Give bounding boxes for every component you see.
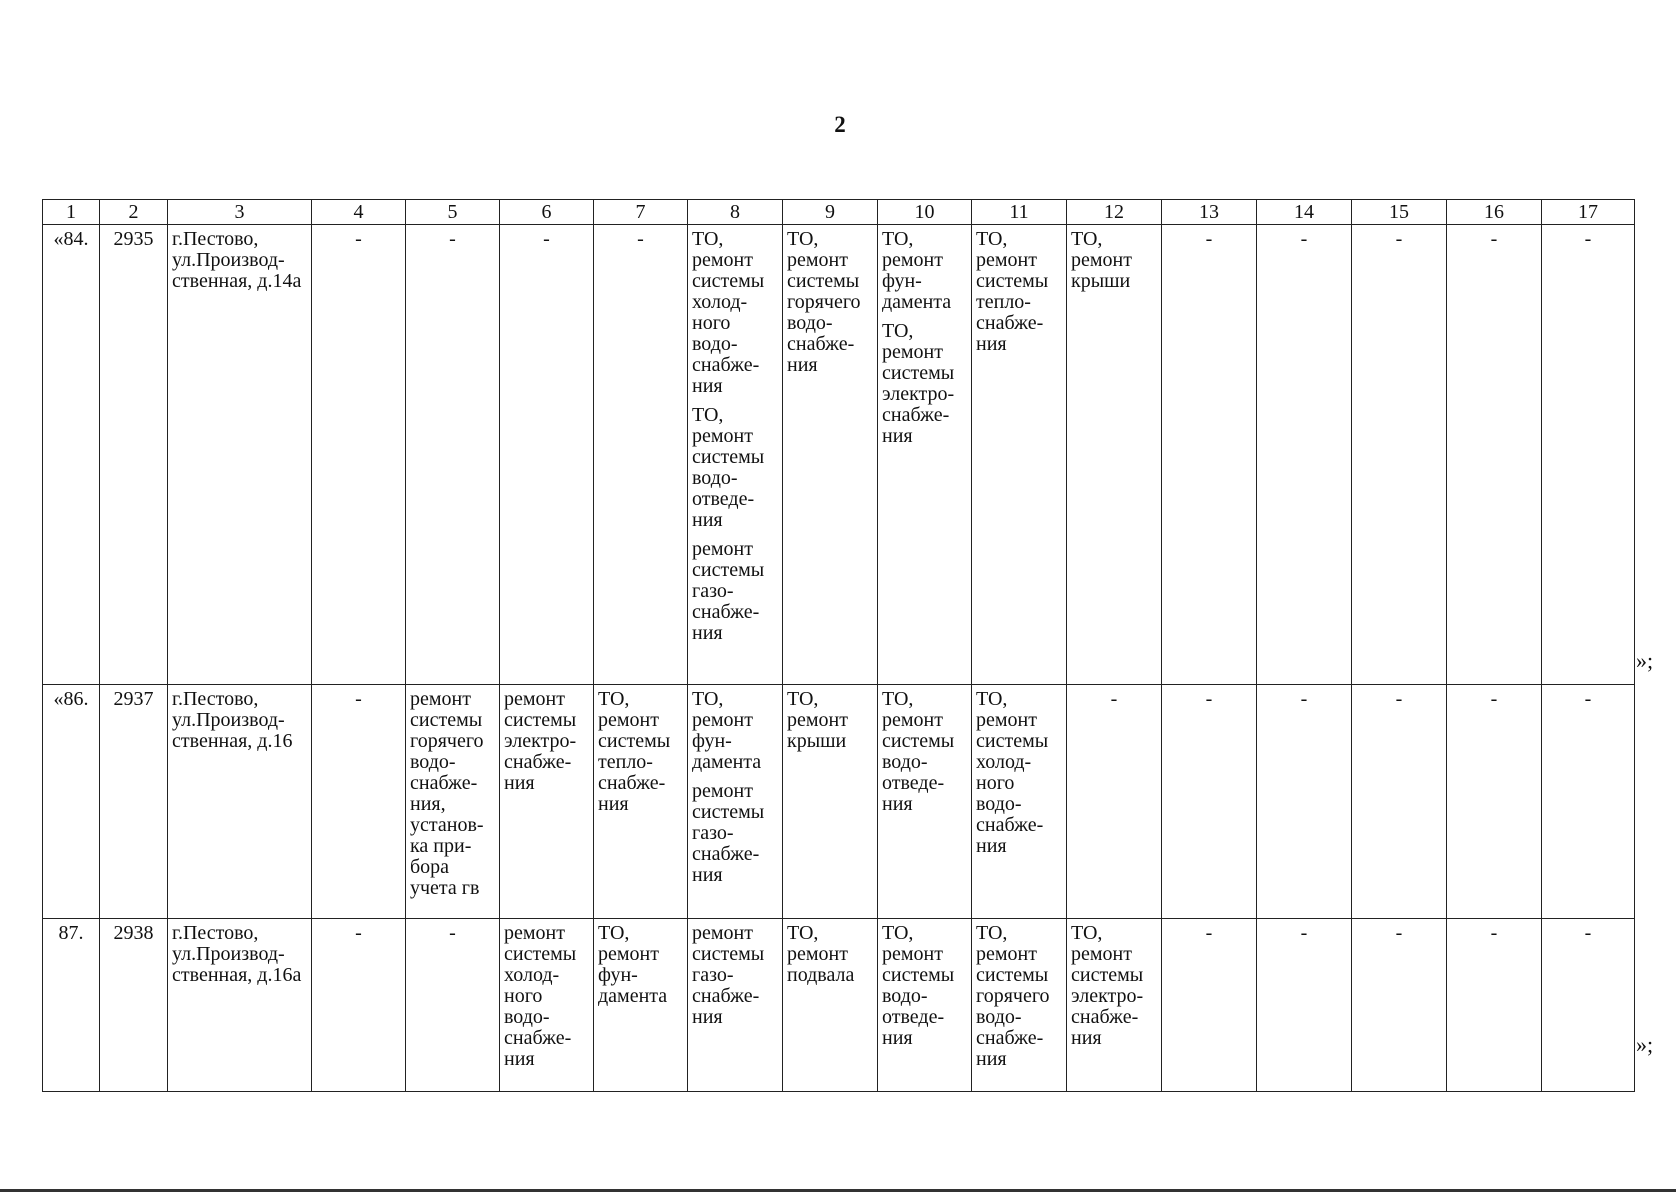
cell-entry: г.Пестово, ул.Производ-ственная, д.16	[172, 688, 293, 752]
cell-entry: ТО, ремонт фун-дамента	[692, 688, 762, 773]
column-number-header: 9	[783, 200, 878, 225]
row-number-cell	[43, 919, 100, 1092]
cell-entry: «86.	[53, 688, 89, 710]
row-number-cell	[43, 225, 100, 685]
cell-entry: -	[1395, 688, 1403, 710]
work-cell	[878, 225, 972, 685]
work-cell	[1352, 225, 1447, 685]
cell-entry: -	[1395, 228, 1403, 250]
column-number-header: 2	[100, 200, 168, 225]
cell-entry: -	[355, 922, 362, 944]
work-cell	[1447, 225, 1542, 685]
column-number-header: 3	[168, 200, 312, 225]
address-cell	[168, 919, 312, 1092]
work-cell	[312, 225, 406, 685]
cell-entry: -	[449, 922, 456, 944]
cell-entry: -	[1584, 688, 1592, 710]
work-cell	[406, 685, 500, 919]
work-cell	[783, 685, 878, 919]
cell-entry: ТО, ремонт системы горячего водо-снабже-ния	[787, 228, 861, 376]
work-cell	[688, 919, 783, 1092]
building-id-cell	[100, 685, 168, 919]
work-cell	[878, 685, 972, 919]
work-cell	[878, 919, 972, 1092]
work-cell	[1352, 919, 1447, 1092]
cell-entry: ТО, ремонт системы тепло-снабже-ния	[976, 228, 1049, 355]
column-number-header: 12	[1067, 200, 1162, 225]
column-number-header: 7	[594, 200, 688, 225]
cell-entry: -	[1205, 228, 1213, 250]
work-cell	[1162, 919, 1257, 1092]
work-cell	[1542, 225, 1635, 685]
cell-entry: «84.	[53, 228, 89, 250]
cell-entry: ремонт системы газо-снабже-ния	[692, 780, 765, 886]
cell-entry: -	[449, 228, 456, 250]
column-number-header: 14	[1257, 200, 1352, 225]
cell-entry: 2935	[113, 228, 154, 250]
cell-entry: 2937	[113, 688, 154, 710]
cell-entry: ТО, ремонт крыши	[787, 688, 848, 752]
column-number-header: 1	[43, 200, 100, 225]
work-cell	[1257, 919, 1352, 1092]
address-cell	[168, 225, 312, 685]
table-row	[43, 685, 1635, 919]
work-cell	[1447, 919, 1542, 1092]
cell-entry: ТО, ремонт фун-дамента	[598, 922, 668, 1007]
work-cell	[1067, 685, 1162, 919]
row-closing-quote: »;	[1636, 1032, 1654, 1057]
cell-entry: -	[1300, 688, 1308, 710]
column-number-header: 5	[406, 200, 500, 225]
building-id-cell	[100, 919, 168, 1092]
cell-entry: -	[1395, 922, 1403, 944]
row-closing-quote: »;	[1636, 648, 1654, 673]
table-row	[43, 919, 1635, 1092]
cell-entry: 2938	[113, 922, 154, 944]
column-number-header: 11	[972, 200, 1067, 225]
work-cell	[1352, 685, 1447, 919]
work-cell	[1162, 685, 1257, 919]
work-cell	[1447, 685, 1542, 919]
cell-entry: ТО, ремонт системы электро-снабже-ния	[882, 320, 955, 447]
work-cell	[406, 225, 500, 685]
column-number-header: 17	[1542, 200, 1635, 225]
work-cell	[1067, 225, 1162, 685]
work-cell	[312, 919, 406, 1092]
cell-entry: -	[637, 228, 644, 250]
cell-entry: ремонт системы электро-снабже-ния	[504, 688, 577, 794]
column-number-header: 13	[1162, 200, 1257, 225]
work-cell	[500, 919, 594, 1092]
column-number-header: 4	[312, 200, 406, 225]
cell-entry: -	[1205, 688, 1213, 710]
work-cell	[500, 225, 594, 685]
column-number-header: 8	[688, 200, 783, 225]
cell-entry: г.Пестово, ул.Производ-ственная, д.14а	[172, 228, 302, 292]
column-number-header: 16	[1447, 200, 1542, 225]
work-cell	[594, 685, 688, 919]
cell-entry: ТО, ремонт системы водо-отведе-ния	[882, 688, 955, 815]
work-cell	[1067, 919, 1162, 1092]
table-row	[43, 225, 1635, 685]
building-id-cell	[100, 225, 168, 685]
work-cell	[972, 685, 1067, 919]
cell-entry: ТО, ремонт системы водо-отведе-ния	[882, 922, 955, 1049]
cell-entry: ТО, ремонт крыши	[1071, 228, 1132, 292]
cell-entry: -	[1300, 228, 1308, 250]
cell-entry: -	[1300, 922, 1308, 944]
cell-entry: ТО, ремонт системы горячего водо-снабже-ния	[976, 922, 1050, 1070]
work-cell	[783, 919, 878, 1092]
column-number-header: 6	[500, 200, 594, 225]
work-cell	[783, 225, 878, 685]
cell-entry: ремонт системы газо-снабже-ния	[692, 922, 765, 1028]
work-cell	[688, 685, 783, 919]
cell-entry: ремонт системы холод-ного водо-снабже-ния	[504, 922, 577, 1070]
cell-entry: ТО, ремонт системы тепло-снабже-ния	[598, 688, 671, 815]
work-cell	[972, 919, 1067, 1092]
cell-entry: ТО, ремонт фун-дамента	[882, 228, 952, 313]
cell-entry: 87.	[58, 922, 84, 944]
cell-entry: ТО, ремонт подвала	[787, 922, 855, 986]
cell-entry: -	[1490, 228, 1498, 250]
cell-entry: ТО, ремонт системы электро-снабже-ния	[1071, 922, 1144, 1049]
column-number-header: 10	[878, 200, 972, 225]
work-cell	[688, 225, 783, 685]
work-cell	[1257, 685, 1352, 919]
cell-entry: -	[1205, 922, 1213, 944]
work-cell	[312, 685, 406, 919]
row-number-cell	[43, 685, 100, 919]
bottom-rule	[0, 1189, 1676, 1192]
repair-schedule-table	[42, 199, 1635, 1092]
cell-entry: -	[355, 228, 362, 250]
work-cell	[1162, 225, 1257, 685]
work-cell	[1257, 225, 1352, 685]
cell-entry: -	[1490, 922, 1498, 944]
work-cell	[972, 225, 1067, 685]
cell-entry: -	[355, 688, 362, 710]
cell-entry: ремонт системы газо-снабже-ния	[692, 538, 765, 644]
cell-entry: -	[1584, 922, 1592, 944]
cell-entry: ТО, ремонт системы холод-ного водо-снабже-ния	[692, 228, 765, 397]
work-cell	[1542, 685, 1635, 919]
page-number: 2	[834, 112, 846, 137]
address-cell	[168, 685, 312, 919]
cell-entry: ТО, ремонт системы водо-отведе-ния	[692, 404, 765, 531]
cell-entry: ремонт системы горячего водо-снабже-ния, установ-ка при-бора учета гв	[410, 688, 484, 899]
work-cell	[594, 919, 688, 1092]
work-cell	[594, 225, 688, 685]
work-cell	[1542, 919, 1635, 1092]
cell-entry: -	[1584, 228, 1592, 250]
work-cell	[406, 919, 500, 1092]
work-cell	[500, 685, 594, 919]
cell-entry: ТО, ремонт системы холод-ного водо-снабже-ния	[976, 688, 1049, 857]
cell-entry: -	[1490, 688, 1498, 710]
cell-entry: г.Пестово, ул.Производ-ственная, д.16а	[172, 922, 302, 986]
column-number-header: 15	[1352, 200, 1447, 225]
cell-entry: -	[1110, 688, 1118, 710]
column-number-row	[43, 200, 1635, 225]
cell-entry: -	[543, 228, 550, 250]
